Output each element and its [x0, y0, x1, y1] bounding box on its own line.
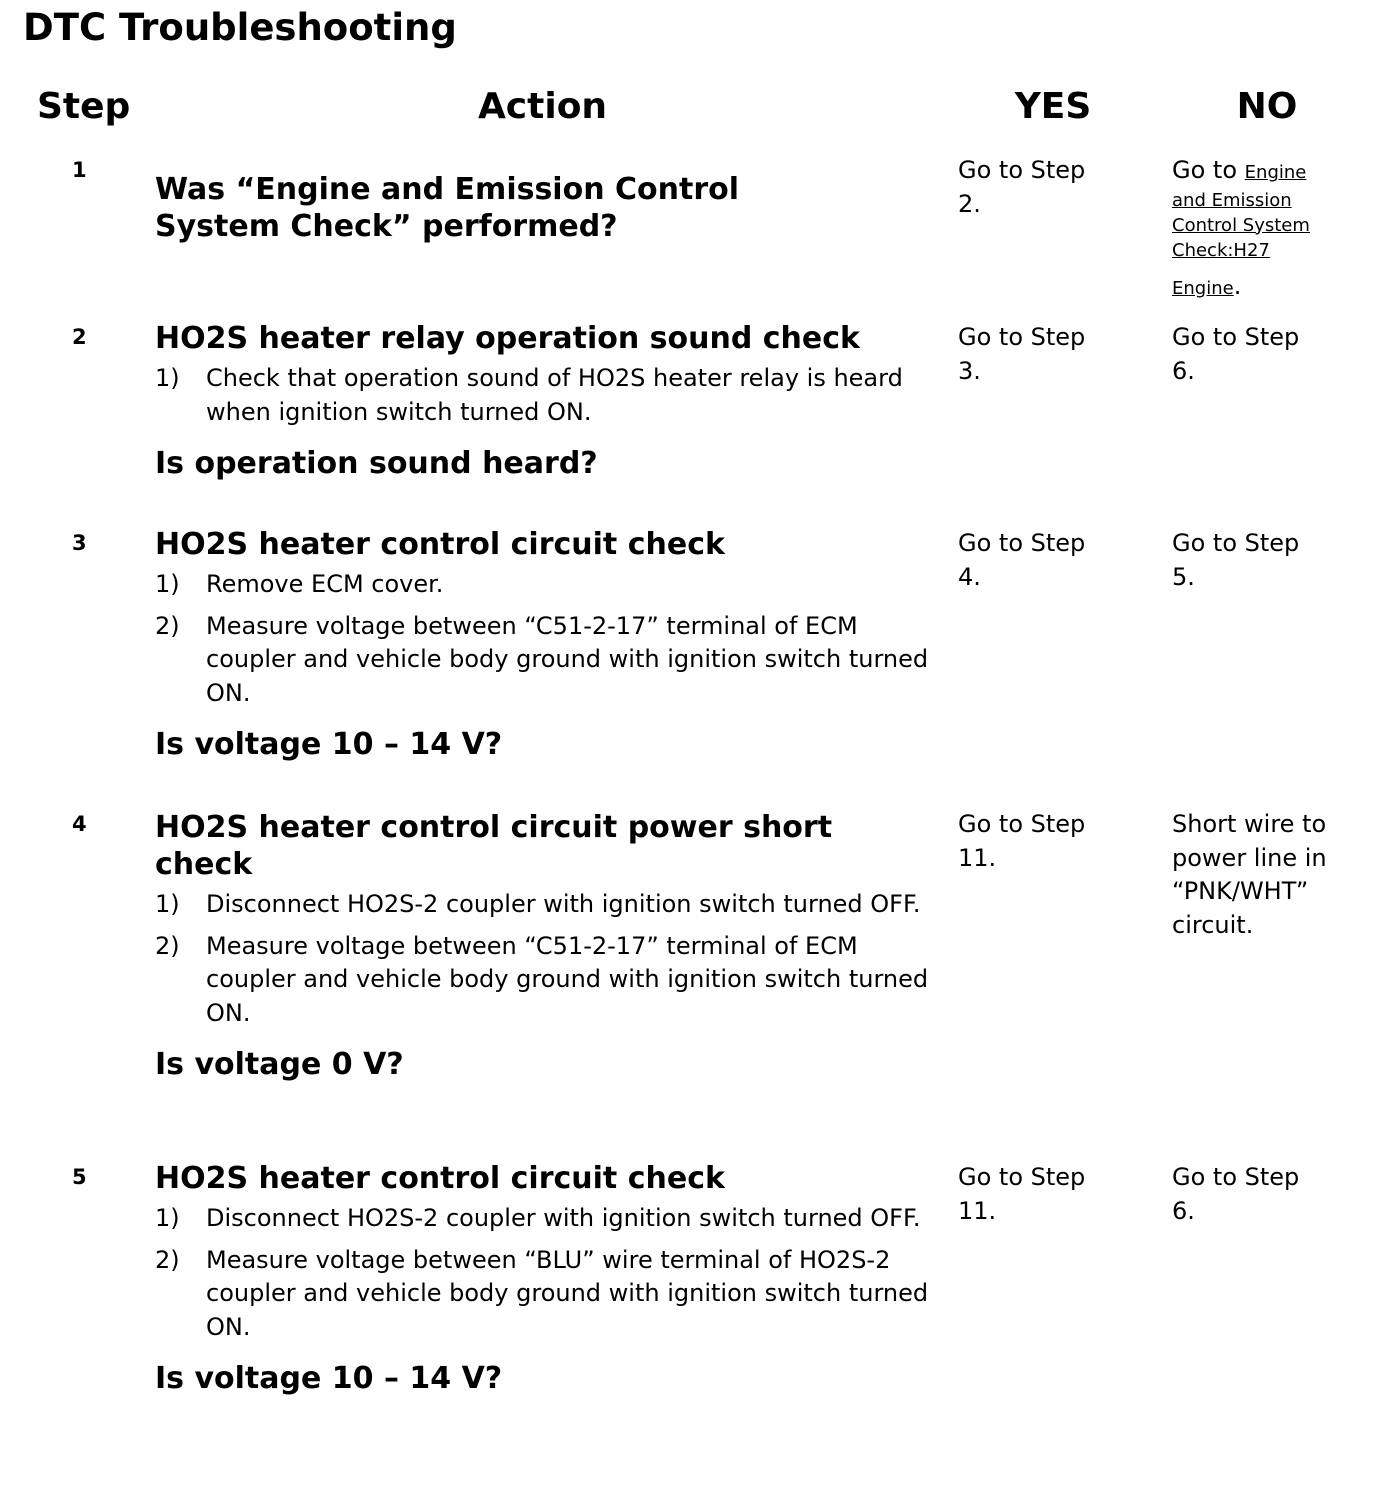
substep	[155, 888, 930, 922]
substep-text: Remove ECM cover.	[206, 570, 444, 598]
substep-list	[155, 362, 930, 429]
header-no: NO	[1236, 86, 1298, 127]
substep-text: Measure voltage between “BLU” wire terminal of HO2S-2 coupler and vehicle body ground with ignition switch turned ON.	[206, 1245, 929, 1341]
action-title: Was “Engine and Emission Control System Check” performed?	[155, 172, 740, 244]
substep-text: Disconnect HO2S-2 coupler with ignition switch turned OFF.	[206, 1204, 921, 1232]
action-question: Is voltage 10 – 14 V?	[155, 727, 503, 762]
substep	[155, 1244, 930, 1345]
header-step: Step	[37, 86, 131, 127]
no-prefix: Go to	[1172, 156, 1238, 184]
link-line: and Emission	[1172, 189, 1292, 211]
action-cell	[155, 526, 930, 763]
yes-result: Go to Step 2.	[958, 156, 1086, 218]
substep-text: Disconnect HO2S-2 coupler with ignition switch turned OFF.	[206, 890, 921, 918]
substep-number: 2)	[155, 931, 180, 960]
page-title: DTC Troubleshooting	[23, 6, 457, 49]
substep-number: 2)	[155, 1245, 180, 1274]
substep-text: Check that operation sound of HO2S heater relay is heard when ignition switch turned ON.	[206, 364, 903, 426]
action-cell	[155, 171, 930, 245]
no-result: Go to Step 6.	[1172, 323, 1300, 385]
no-result	[1172, 154, 1362, 303]
no-result: Go to Step 5.	[1172, 529, 1300, 591]
step-number: 3	[72, 531, 87, 555]
action-cell	[155, 809, 930, 1083]
step-number: 5	[72, 1165, 87, 1189]
action-question: Is voltage 0 V?	[155, 1047, 404, 1082]
yes-result: Go to Step 11.	[958, 810, 1086, 872]
header-action: Action	[477, 86, 608, 127]
substep-number: 1)	[155, 364, 180, 392]
no-suffix: .	[1233, 271, 1242, 300]
action-title: HO2S heater control circuit check	[155, 527, 725, 562]
action-cell	[155, 1160, 930, 1397]
substep	[155, 568, 930, 602]
step-number: 1	[72, 158, 87, 182]
link-line: Engine	[1244, 162, 1307, 183]
substep-list	[155, 888, 930, 1030]
step-number: 4	[72, 812, 87, 836]
header-yes: YES	[1014, 86, 1092, 127]
substep-text: Measure voltage between “C51-2-17” terminal of ECM coupler and vehicle body ground with ignition switch turned ON.	[206, 931, 929, 1027]
action-title: HO2S heater control circuit check	[155, 1161, 725, 1196]
substep-number: 2)	[155, 611, 180, 640]
link-line: Control System	[1172, 214, 1310, 236]
yes-result: Go to Step 11.	[958, 1163, 1086, 1225]
substep-number: 1)	[155, 1204, 180, 1232]
substep-list	[155, 1202, 930, 1344]
substep	[155, 610, 930, 711]
link-line: Engine	[1172, 277, 1234, 299]
substep-number: 1)	[155, 890, 180, 918]
action-question: Is voltage 10 – 14 V?	[155, 1361, 503, 1396]
no-result: Short wire to power line in “PNK/WHT” circuit.	[1172, 810, 1327, 939]
step-number: 2	[72, 325, 87, 349]
yes-result: Go to Step 3.	[958, 323, 1086, 385]
substep-number: 1)	[155, 570, 180, 598]
substep	[155, 362, 930, 429]
substep-list	[155, 568, 930, 710]
substep	[155, 930, 930, 1031]
action-question: Is operation sound heard?	[155, 446, 598, 481]
action-title: HO2S heater control circuit power short check	[155, 810, 833, 882]
no-result: Go to Step 6.	[1172, 1163, 1300, 1225]
action-cell	[155, 320, 930, 482]
link-line: Check:H27	[1172, 239, 1270, 261]
substep	[155, 1202, 930, 1236]
yes-result: Go to Step 4.	[958, 529, 1086, 591]
action-title: HO2S heater relay operation sound check	[155, 321, 860, 356]
substep-text: Measure voltage between “C51-2-17” terminal of ECM coupler and vehicle body ground with ignition switch turned ON.	[206, 611, 929, 707]
